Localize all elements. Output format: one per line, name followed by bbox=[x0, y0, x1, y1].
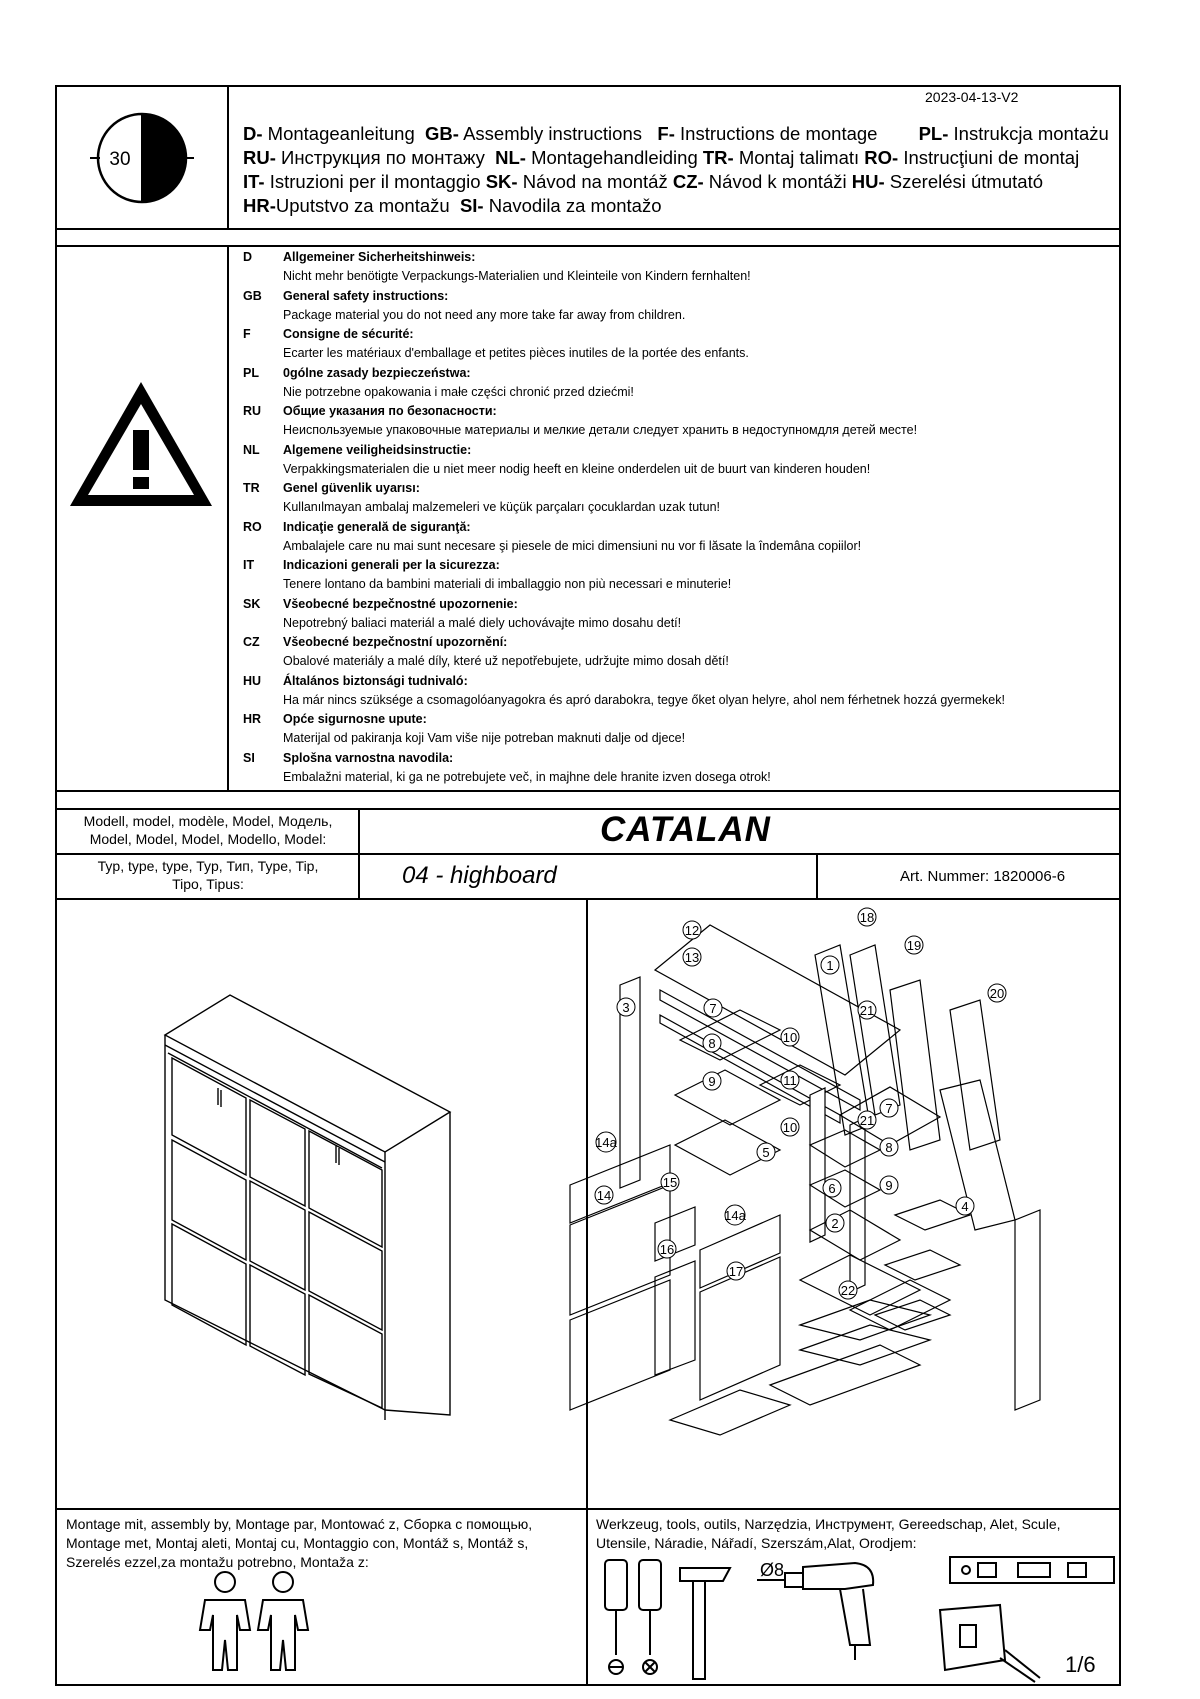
svg-text:6: 6 bbox=[828, 1181, 836, 1196]
language-code: NL- bbox=[495, 147, 526, 168]
part-label bbox=[661, 1173, 679, 1191]
language-code: SI- bbox=[459, 195, 484, 216]
safety-row bbox=[243, 674, 1103, 713]
safety-text: Verpakkingsmaterialen die u niet meer nodig heeft en kleine onderdelen uit de buurt van kinderen houden! bbox=[283, 461, 871, 476]
screwdrivers-icon bbox=[595, 1555, 685, 1680]
tape-measure-icon bbox=[930, 1600, 1050, 1685]
safety-title: Allgemeiner Sicherheitshinweis: bbox=[283, 250, 476, 264]
safety-text: Materijal od pakiranja koji Vam više nije potreban maknuti dalje od djece! bbox=[283, 731, 686, 745]
safety-title: Общие указания по безопасности: bbox=[283, 404, 497, 418]
svg-text:12: 12 bbox=[684, 923, 700, 938]
safety-code: NL bbox=[243, 442, 260, 457]
part-label bbox=[703, 1072, 721, 1090]
language-title: Montageanleitung bbox=[262, 123, 426, 144]
safety-code: GB bbox=[243, 288, 262, 303]
safety-text: Ha már nincs szüksége a csomagolóanyagokra és apró darabokra, tegye őket olyan helyre, ahol nem férhetnek hozzá gyermekek! bbox=[283, 692, 1005, 707]
language-title: Instrucţiuni de montaj bbox=[898, 147, 1080, 168]
safety-row bbox=[243, 327, 1103, 366]
divider bbox=[55, 853, 1121, 855]
svg-text:22: 22 bbox=[840, 1283, 856, 1298]
safety-row bbox=[243, 443, 1103, 482]
safety-text: Nie potrzebne opakowania i małe części chronić przed dziećmi! bbox=[283, 384, 634, 399]
language-line bbox=[243, 170, 1109, 194]
drill-size: Ø8 bbox=[760, 1560, 785, 1580]
safety-row bbox=[243, 481, 1103, 520]
language-title: Montagehandleiding bbox=[525, 147, 703, 168]
language-title: Montaj talimatı bbox=[733, 147, 865, 168]
svg-text:19: 19 bbox=[906, 938, 922, 953]
safety-text: Kullanılmayan ambalaj malzemeleri ve küçük parçaları çocuklardan uzak tutun! bbox=[283, 500, 721, 514]
safety-row bbox=[243, 597, 1103, 636]
svg-text:10: 10 bbox=[782, 1120, 798, 1135]
svg-text:7: 7 bbox=[885, 1101, 893, 1116]
type-value: 04 - highboard bbox=[402, 862, 557, 889]
part-label bbox=[683, 921, 701, 939]
svg-text:21: 21 bbox=[859, 1003, 875, 1018]
svg-text:9: 9 bbox=[885, 1178, 893, 1193]
safety-title: Splošna varnostna navodila: bbox=[283, 750, 454, 765]
safety-title: Všeobecné bezpečnostní upozornění: bbox=[283, 635, 508, 649]
safety-text: Tenere lontano da bambini materiali di imballaggio non più necessari e minuterie! bbox=[283, 577, 732, 591]
article-number: Art. Nummer: 1820006-6 bbox=[900, 868, 1066, 885]
part-label bbox=[595, 1132, 617, 1152]
language-line bbox=[243, 146, 1109, 170]
safety-code: RU bbox=[243, 404, 262, 418]
safety-row bbox=[243, 751, 1103, 790]
part-label bbox=[905, 936, 923, 954]
clock-value: 30 bbox=[109, 149, 131, 170]
language-title: Návod na montáž bbox=[517, 171, 673, 192]
part-label bbox=[858, 1001, 876, 1019]
clock-icon bbox=[90, 108, 194, 212]
safety-text: Ecarter les matériaux d'emballage et petites pièces inutiles de la portée des enfants. bbox=[283, 346, 749, 360]
safety-code: HR bbox=[243, 712, 262, 726]
language-title: Instrukcja montażu bbox=[948, 123, 1109, 144]
divider bbox=[55, 1508, 1121, 1510]
part-label bbox=[704, 999, 722, 1017]
part-label bbox=[956, 1197, 974, 1215]
language-code: PL- bbox=[918, 123, 949, 144]
svg-text:14a: 14a bbox=[724, 1208, 746, 1223]
divider bbox=[227, 245, 229, 790]
svg-text:16: 16 bbox=[659, 1242, 675, 1257]
safety-code: F bbox=[243, 327, 251, 341]
svg-text:7: 7 bbox=[709, 1001, 717, 1016]
svg-text:10: 10 bbox=[782, 1030, 798, 1045]
language-title: Istruzioni per il montaggio bbox=[264, 171, 486, 192]
language-code: TR- bbox=[702, 147, 734, 168]
language-code: HU- bbox=[851, 171, 885, 192]
highboard-illustration bbox=[150, 990, 490, 1430]
svg-text:18: 18 bbox=[859, 910, 875, 925]
language-code: RU- bbox=[243, 147, 276, 168]
divider bbox=[55, 790, 1121, 792]
safety-text: Ambalajele care nu mai sunt necesare şi piesele de mici dimensiuni nu vor fi lăsate la îndemâna copiilor! bbox=[283, 538, 862, 553]
svg-text:15: 15 bbox=[662, 1175, 678, 1190]
language-code: GB- bbox=[425, 123, 459, 144]
safety-row bbox=[243, 250, 1103, 289]
safety-row bbox=[243, 558, 1103, 597]
language-title: Instructions de montage bbox=[674, 123, 919, 144]
hammer-icon bbox=[675, 1563, 735, 1683]
safety-code: CZ bbox=[243, 635, 260, 649]
svg-text:5: 5 bbox=[762, 1145, 770, 1160]
safety-row bbox=[243, 404, 1103, 443]
part-label bbox=[821, 956, 839, 974]
safety-text: Неиспользуемые упаковочные материалы и мелкие детали следует хранить в недоступномдля детей месте! bbox=[283, 423, 918, 437]
spirit-level-icon bbox=[948, 1553, 1118, 1588]
language-title: Инструкция по монтажу bbox=[275, 147, 496, 168]
divider bbox=[227, 85, 229, 228]
part-label bbox=[880, 1176, 898, 1194]
language-code: SK- bbox=[485, 171, 518, 192]
language-line bbox=[243, 122, 1109, 146]
svg-text:13: 13 bbox=[684, 950, 700, 965]
safety-code: D bbox=[243, 250, 253, 264]
tools-text: Werkzeug, tools, outils, Narzędzia, Инструмент, Gereedschap, Alet, Scule, Utensile, Náradie, Nářadí, Szerszám,Alat, Orodjem: bbox=[596, 1516, 1061, 1551]
language-code: RO- bbox=[864, 147, 899, 168]
safety-row bbox=[243, 712, 1103, 751]
warning-icon bbox=[66, 378, 216, 510]
svg-text:17: 17 bbox=[728, 1264, 744, 1279]
svg-text:2: 2 bbox=[831, 1216, 839, 1231]
svg-text:8: 8 bbox=[708, 1036, 716, 1051]
safety-row bbox=[243, 366, 1103, 405]
part-label bbox=[595, 1186, 613, 1204]
language-line bbox=[243, 194, 1109, 218]
safety-code: SI bbox=[243, 750, 255, 765]
part-label bbox=[781, 1071, 799, 1089]
type-label: Typ, type, type, Typ, Тип, Type, Tip, Tipo, Tipus: bbox=[97, 858, 319, 892]
svg-text:11: 11 bbox=[783, 1073, 797, 1088]
safety-text: Nepotrebný baliaci materiál a malé diely uchovávajte mimo dosahu detí! bbox=[283, 615, 682, 630]
svg-text:20: 20 bbox=[989, 986, 1005, 1001]
safety-row bbox=[243, 635, 1103, 674]
safety-code: SK bbox=[243, 596, 261, 611]
part-label bbox=[880, 1138, 898, 1156]
part-label bbox=[658, 1240, 676, 1258]
two-persons-icon bbox=[195, 1570, 315, 1680]
svg-text:14a: 14a bbox=[595, 1135, 617, 1150]
part-label bbox=[724, 1205, 746, 1225]
svg-text:1: 1 bbox=[826, 958, 834, 973]
safety-code: PL bbox=[243, 365, 259, 380]
part-label bbox=[781, 1118, 799, 1136]
safety-code: TR bbox=[243, 481, 260, 495]
part-label bbox=[757, 1143, 775, 1161]
part-label bbox=[880, 1099, 898, 1117]
language-title: Szerelési útmutató bbox=[884, 171, 1043, 192]
part-label bbox=[823, 1179, 841, 1197]
safety-title: General safety instructions: bbox=[283, 288, 449, 303]
part-label bbox=[703, 1034, 721, 1052]
safety-text: Obalové materiály a malé díly, které už nepotřebujete, udržujte mimo dosah dětí! bbox=[283, 654, 729, 668]
document-date: 2023-04-13-V2 bbox=[925, 89, 1019, 105]
svg-text:9: 9 bbox=[708, 1074, 716, 1089]
divider bbox=[55, 228, 1121, 230]
divider bbox=[816, 853, 818, 898]
part-label bbox=[988, 984, 1006, 1002]
language-title: Návod k montáži bbox=[703, 171, 852, 192]
model-name: CATALAN bbox=[600, 810, 771, 849]
exploded-view bbox=[595, 905, 1115, 1505]
part-label bbox=[781, 1028, 799, 1046]
safety-title: Opće sigurnosne upute: bbox=[283, 712, 427, 726]
part-label bbox=[727, 1262, 745, 1280]
model-label: Modell, model, modèle, Model, Модель, Model, Model, Model, Modello, Model: bbox=[83, 813, 333, 847]
svg-text:21: 21 bbox=[859, 1113, 875, 1128]
safety-title: Algemene veiligheidsinstructie: bbox=[283, 442, 472, 457]
safety-code: RO bbox=[243, 519, 262, 534]
safety-code: HU bbox=[243, 673, 262, 688]
language-title: Assembly instructions bbox=[458, 123, 658, 144]
safety-text: Embalažni material, ki ga ne potrebujete več, in majhne dele hranite izven dosega otrok! bbox=[283, 769, 771, 784]
safety-row bbox=[243, 289, 1103, 328]
safety-title: Consigne de sécurité: bbox=[283, 327, 414, 341]
language-code: F- bbox=[657, 123, 675, 144]
safety-title: Všeobecné bezpečnostné upozornenie: bbox=[283, 596, 518, 611]
language-code: CZ- bbox=[672, 171, 704, 192]
svg-text:8: 8 bbox=[885, 1140, 893, 1155]
safety-title: Általános biztonsági tudnivaló: bbox=[283, 673, 468, 688]
language-title: Uputstvo za montažu bbox=[275, 195, 460, 216]
language-code: HR- bbox=[243, 195, 276, 216]
divider bbox=[55, 245, 1121, 247]
safety-row bbox=[243, 520, 1103, 559]
safety-text: Nicht mehr benötigte Verpackungs-Materialien und Kleinteile von Kindern fernhalten! bbox=[283, 269, 751, 283]
language-list bbox=[243, 122, 1109, 218]
language-code: IT- bbox=[243, 171, 265, 192]
part-label bbox=[858, 1111, 876, 1129]
language-code: D- bbox=[243, 123, 263, 144]
divider bbox=[55, 808, 1121, 810]
safety-title: Indicaţie generală de siguranţă: bbox=[283, 519, 471, 534]
assembly-by-text: Montage mit, assembly by, Montage par, Montować z, Сборка с помощью, Montage met, Montaj aleti, Montaj cu, Montaggio con, Montáž s, Montáž s, Szerelés ezzel,za montažu potrebno, Montaža z: bbox=[66, 1516, 533, 1570]
part-label bbox=[617, 998, 635, 1016]
safety-code: IT bbox=[243, 558, 255, 572]
part-label bbox=[858, 908, 876, 926]
svg-text:3: 3 bbox=[622, 1000, 630, 1015]
safety-title: Genel güvenlik uyarısı: bbox=[283, 481, 420, 495]
svg-text:14: 14 bbox=[596, 1188, 612, 1203]
safety-instructions bbox=[243, 250, 1103, 789]
page-number: 1/6 bbox=[1065, 1652, 1096, 1677]
part-label bbox=[826, 1214, 844, 1232]
part-label bbox=[839, 1281, 857, 1299]
part-label bbox=[683, 948, 701, 966]
safety-title: 0gólne zasady bezpieczeństwa: bbox=[283, 365, 471, 380]
safety-text: Package material you do not need any more take far away from children. bbox=[283, 307, 686, 322]
safety-title: Indicazioni generali per la sicurezza: bbox=[283, 558, 500, 572]
language-title: Navodila za montažo bbox=[483, 195, 662, 216]
divider bbox=[358, 808, 360, 898]
svg-text:4: 4 bbox=[961, 1199, 969, 1214]
divider bbox=[586, 898, 588, 1686]
divider bbox=[55, 898, 1121, 900]
